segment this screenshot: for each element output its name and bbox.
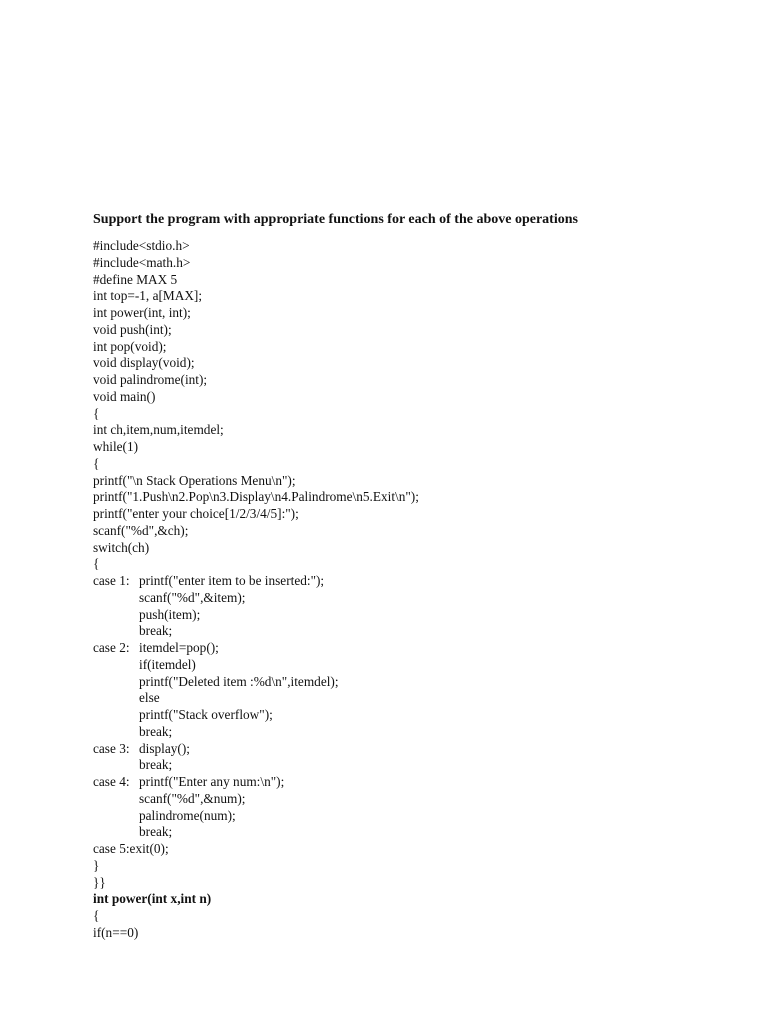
code-listing [93,238,419,942]
code-line [93,607,419,624]
code-indent [93,674,139,691]
code-indent [93,590,139,607]
code-line [93,406,419,423]
code-indent [93,791,139,808]
case-label: case 2: [93,640,130,655]
code-text: { [93,455,100,471]
case-label: case 4: [93,774,130,789]
code-line [93,389,419,406]
code-text: else [139,690,160,706]
code-line [93,724,419,741]
code-text: break; [139,623,173,639]
code-line [93,908,419,925]
code-text: printf("1.Push\n2.Pop\n3.Display\n4.Palindrome\n5.Exit\n"); [93,489,419,505]
code-indent [93,808,139,825]
code-line [93,690,419,707]
code-text: printf("enter item to be inserted:"); [139,573,325,588]
code-line [93,590,419,607]
code-text: palindrome(num); [139,807,236,823]
code-line [93,255,419,272]
code-line [93,439,419,456]
code-text: break; [139,723,173,739]
code-text: while(1) [93,439,139,454]
code-line [93,473,419,490]
code-text: int ch,item,num,itemdel; [93,422,224,438]
code-line [93,506,419,523]
code-line [93,774,419,791]
code-line [93,824,419,841]
code-text: void palindrome(int); [93,372,208,387]
code-line [93,456,419,473]
code-indent [93,724,139,741]
code-text: printf("Deleted item :%d\n",itemdel); [139,673,339,689]
code-text: display(); [139,740,190,756]
code-text: scanf("%d",&num); [139,790,246,806]
code-text: } [93,857,100,873]
code-line [93,640,419,657]
code-line [93,523,419,540]
code-line [93,791,419,808]
code-text: break; [139,824,173,840]
code-line [93,657,419,674]
code-text: printf("\n Stack Operations Menu\n"); [93,472,296,488]
code-text: case 5:exit(0); [93,841,169,856]
code-text: }} [93,874,106,890]
code-line [93,422,419,439]
code-text: int top=-1, a[MAX]; [93,288,203,304]
code-text: push(item); [139,606,201,622]
code-indent [93,707,139,724]
code-line [93,925,419,942]
code-text: scanf("%d",&item); [139,589,246,605]
code-text: { [93,908,100,923]
code-indent [93,824,139,841]
code-line [93,322,419,339]
code-text: { [93,405,100,421]
code-text: void display(void); [93,355,195,371]
code-line [93,674,419,691]
case-label: case 3: [93,740,130,756]
code-line [93,238,419,255]
code-indent [93,757,139,774]
code-indent [93,607,139,624]
code-indent [93,657,139,674]
code-line [93,489,419,506]
code-text: switch(ch) [93,539,150,555]
code-line [93,623,419,640]
code-text: void push(int); [93,321,172,337]
code-line [93,272,419,289]
code-line [93,891,419,908]
code-text: if(itemdel) [139,656,196,672]
code-text: printf("Stack overflow"); [139,707,273,722]
code-text: printf("Enter any num:\n"); [139,774,285,789]
code-indent [93,623,139,640]
code-indent [93,690,139,707]
code-line [93,858,419,875]
code-text: { [93,556,100,572]
code-line [93,540,419,557]
code-line [93,355,419,372]
code-text: int power(int x,int n) [93,891,212,907]
code-line [93,707,419,724]
code-line [93,757,419,774]
code-text: printf("enter your choice[1/2/3/4/5]:"); [93,506,299,521]
code-text: void main() [93,388,156,404]
section-heading: Support the program with appropriate functions for each of the above operations [93,212,578,227]
code-text: int power(int, int); [93,305,191,320]
code-text: #include<math.h> [93,254,191,270]
code-text: #define MAX 5 [93,271,178,287]
code-line [93,288,419,305]
code-line [93,372,419,389]
code-text: break; [139,757,173,773]
code-text: itemdel=pop(); [139,640,219,655]
case-label: case 1: [93,573,130,588]
code-text: #include<stdio.h> [93,238,190,253]
code-text: if(n==0) [93,924,139,940]
code-line [93,573,419,590]
code-line [93,808,419,825]
code-text: scanf("%d",&ch); [93,522,189,538]
code-line [93,339,419,356]
code-text: int pop(void); [93,338,167,354]
code-line [93,841,419,858]
code-line [93,875,419,892]
code-line [93,741,419,758]
code-line [93,556,419,573]
code-line [93,305,419,322]
